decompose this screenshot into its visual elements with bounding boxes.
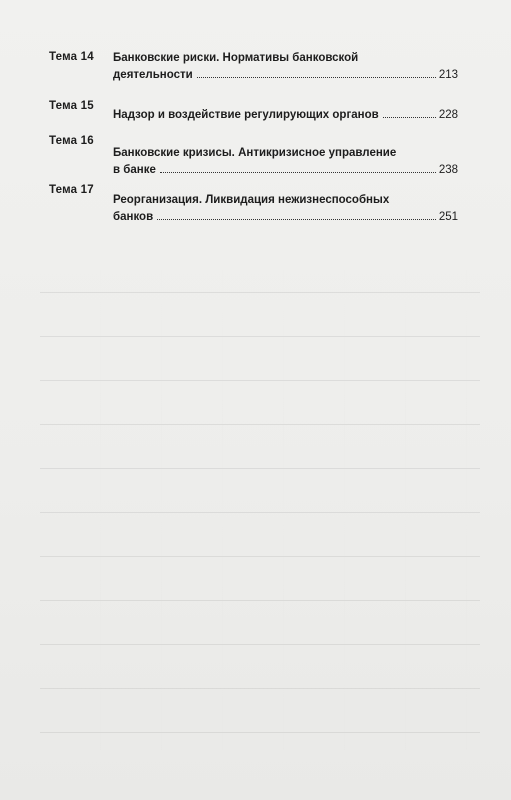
topic-title-line: деятельности <box>113 69 193 81</box>
topic-title-line: Реорганизация. Ликвидация нежизнеспособных <box>113 194 390 206</box>
topic-title-line: Банковские кризисы. Антикризисное управление <box>113 147 397 159</box>
dot-leader <box>157 209 436 220</box>
topic-title <box>113 145 458 179</box>
dot-leader <box>160 162 436 173</box>
dot-leader <box>383 107 436 118</box>
topic-title <box>113 107 458 124</box>
page-number: 213 <box>438 69 458 81</box>
topic-title-line: Надзор и воздействие регулирующих органов <box>113 109 379 121</box>
dot-leader <box>197 67 436 78</box>
topic-number: Тема 15 <box>49 100 94 112</box>
topic-title-line: в банке <box>113 164 156 176</box>
page-number: 238 <box>438 164 458 176</box>
topic-title-line: Банковские риски. Нормативы банковской <box>113 52 359 64</box>
bleed-through-text <box>40 270 480 750</box>
topic-title-line: банков <box>113 211 154 223</box>
page-number: 251 <box>438 211 458 223</box>
topic-title <box>113 192 458 226</box>
page-number: 228 <box>438 109 458 121</box>
topic-title-lastline <box>113 209 458 226</box>
topic-title-lastline <box>113 107 458 124</box>
topic-title <box>113 50 458 84</box>
topic-number: Тема 14 <box>49 51 94 63</box>
topic-title-lastline <box>113 162 458 179</box>
topic-title-lastline <box>113 67 458 84</box>
topic-number: Тема 16 <box>49 135 94 147</box>
topic-number: Тема 17 <box>49 184 94 196</box>
